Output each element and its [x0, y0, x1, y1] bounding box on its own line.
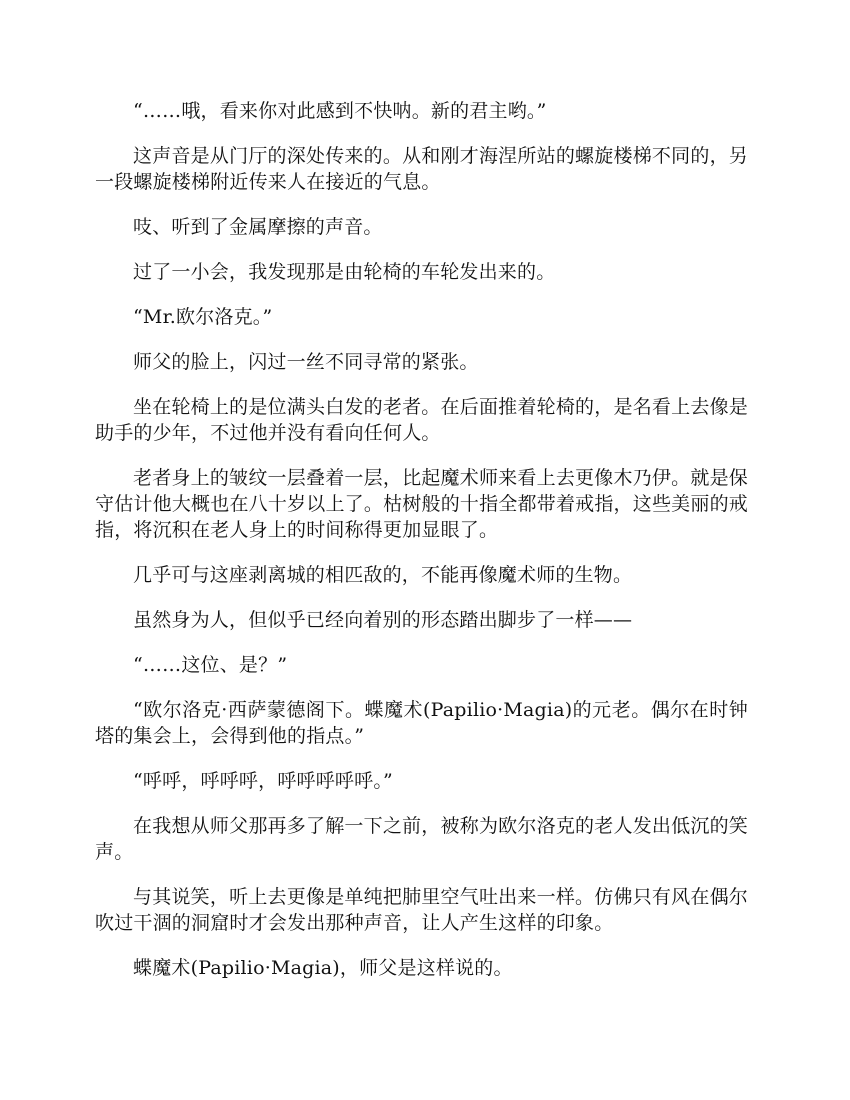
paragraph: 与其说笑，听上去更像是单纯把肺里空气吐出来一样。仿佛只有风在偶尔吹过干涸的洞窟时才会发出那种声音，让人产生这样的印象。: [95, 886, 748, 934]
paragraph: 在我想从师父那再多了解一下之前，被称为欧尔洛克的老人发出低沉的笑声。: [95, 815, 748, 863]
paragraph: 吱、听到了金属摩擦的声音。: [133, 216, 383, 238]
paragraph: 几乎可与这座剥离城的相匹敌的，不能再像魔术师的生物。: [133, 564, 633, 586]
paragraph: “……这位、是？”: [133, 654, 288, 676]
paragraph: 老者身上的皱纹一层叠着一层，比起魔术师来看上去更像木乃伊。就是保守估计他大概也在八十岁以上了。枯树般的十指全都带着戒指，这些美丽的戒指，将沉积在老人身上的时间称得更加显眼了。: [95, 467, 748, 541]
paragraph: “呼呼，呼呼呼，呼呼呼呼呼。”: [133, 770, 393, 792]
text-column: [95, 98, 748, 1000]
paragraph: 坐在轮椅上的是位满头白发的老者。在后面推着轮椅的，是名看上去像是助手的少年，不过他并没有看向任何人。: [95, 396, 748, 444]
paragraph: 蝶魔术(Papilio·Magia)，师父是这样说的。: [133, 957, 513, 979]
paragraph: “欧尔洛克·西萨蒙德阁下。蝶魔术(Papilio·Magia)的元老。偶尔在时钟塔的集会上，会得到他的指点。”: [95, 699, 748, 747]
paragraph: 这声音是从门厅的深处传来的。从和刚才海涅所站的螺旋楼梯不同的，另一段螺旋楼梯附近传来人在接近的气息。: [95, 145, 748, 193]
paragraph: 师父的脸上，闪过一丝不同寻常的紧张。: [133, 351, 479, 373]
paragraph: 虽然身为人，但似乎已经向着别的形态踏出脚步了一样——: [133, 609, 633, 631]
paragraph: 过了一小会，我发现那是由轮椅的车轮发出来的。: [133, 261, 556, 283]
paragraph: “……哦，看来你对此感到不快呐。新的君主哟。”: [133, 100, 547, 122]
paragraph: “Mr.欧尔洛克。”: [133, 306, 273, 328]
